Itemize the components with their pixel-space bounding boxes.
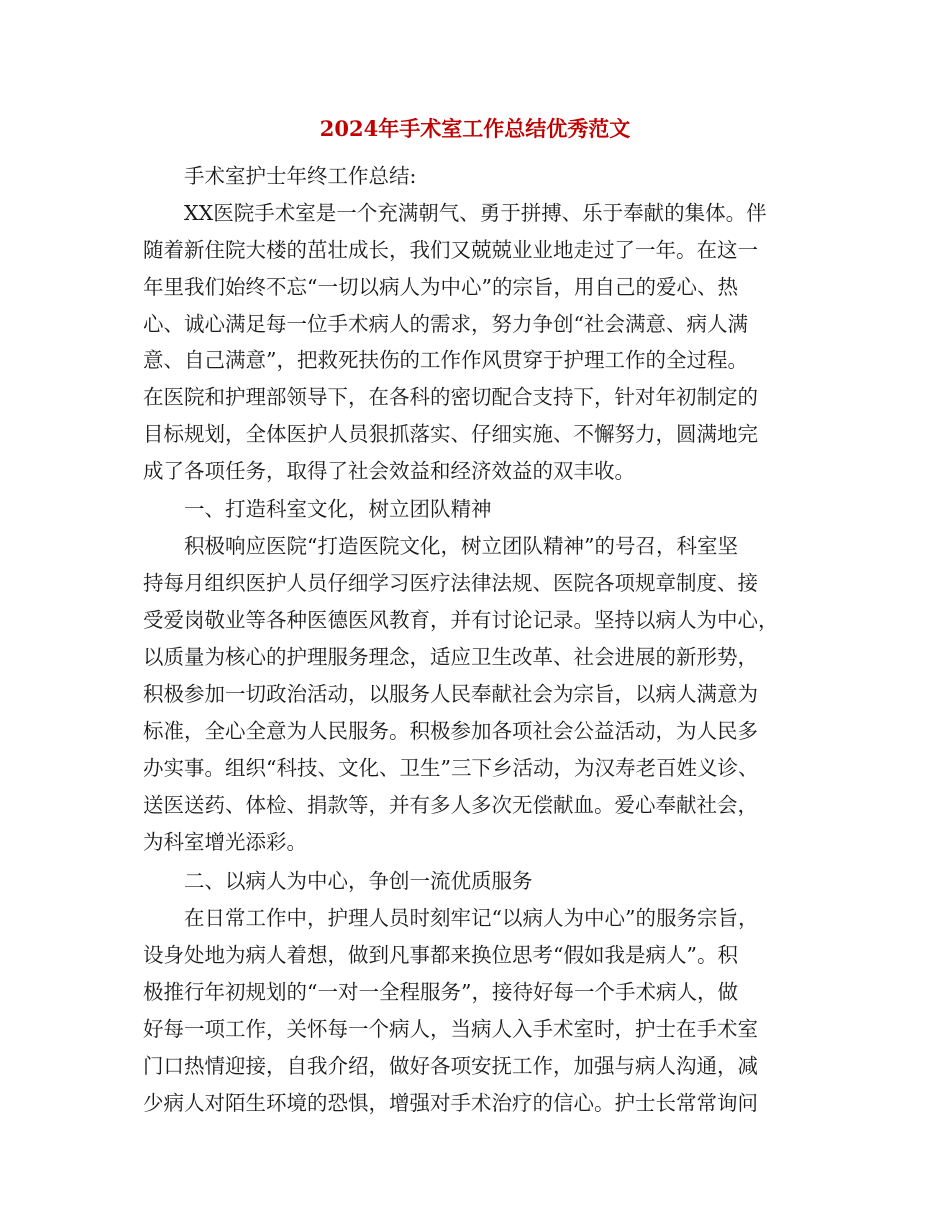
paragraph-line: 受爱岗敬业等各种医德医风教育，并有讨论记录。坚持以病人为中心， bbox=[143, 608, 779, 632]
paragraph-line: 年里我们始终不忘“一切以病人为中心”的宗旨，用自己的爱心、热 bbox=[143, 275, 738, 299]
section-heading: 二、以病人为中心，争创一流优质服务 bbox=[184, 869, 533, 893]
paragraph-line: 门口热情迎接，自我介绍，做好各项安抚工作，加强与病人沟通，减 bbox=[143, 1054, 758, 1078]
paragraph-line: 极推行年初规划的“一对一全程服务”，接待好每一个手术病人，做 bbox=[143, 980, 738, 1004]
paragraph-line: 积极参加一切政治活动，以服务人民奉献社会为宗旨，以病人满意为 bbox=[143, 682, 758, 706]
paragraph-line: 设身处地为病人着想，做到凡事都来换位思考“假如我是病人”。积 bbox=[143, 943, 738, 967]
paragraph-line: 成了各项任务，取得了社会效益和经济效益的双丰收。 bbox=[143, 459, 635, 483]
paragraph-line: 目标规划，全体医护人员狠抓落实、仔细实施、不懈努力，圆满地完 bbox=[143, 422, 758, 446]
paragraph-line: 积极响应医院“打造医院文化，树立团队精神”的号召，科室坚 bbox=[184, 534, 738, 558]
paragraph-line: 好每一项工作，关怀每一个病人，当病人入手术室时，护士在手术室 bbox=[143, 1017, 758, 1041]
paragraph-line: XX医院手术室是一个充满朝气、勇于拼搏、乐于奉献的集体。伴 bbox=[184, 201, 767, 225]
paragraph-line: 以质量为核心的护理服务理念，适应卫生改革、社会进展的新形势， bbox=[143, 645, 758, 669]
paragraph-line: 在日常工作中，护理人员时刻牢记“以病人为中心”的服务宗旨， bbox=[184, 906, 759, 930]
paragraph-line: 办实事。组织“科技、文化、卫生”三下乡活动，为汉寿老百姓义诊、 bbox=[143, 756, 759, 780]
paragraph-line: 随着新住院大楼的茁壮成长，我们又兢兢业业地走过了一年。在这一 bbox=[143, 238, 758, 262]
paragraph-line: 意、自己满意”，把救死扶伤的工作作风贯穿于护理工作的全过程。 bbox=[143, 348, 748, 372]
paragraph-line: 心、诚心满足每一位手术病人的需求，努力争创“社会满意、病人满 bbox=[143, 312, 748, 336]
paragraph-line: 标准，全心全意为人民服务。积极参加各项社会公益活动，为人民多 bbox=[143, 719, 758, 743]
paragraph-line: 为科室增光添彩。 bbox=[143, 830, 307, 854]
paragraph-line: 持每月组织医护人员仔细学习医疗法律法规、医院各项规章制度、接 bbox=[143, 571, 758, 595]
section-heading: 一、打造科室文化，树立团队精神 bbox=[184, 497, 492, 521]
section-intro-heading: 手术室护士年终工作总结: bbox=[184, 164, 417, 188]
paragraph-line: 少病人对陌生环境的恐惧，增强对手术治疗的信心。护士长常常询问 bbox=[143, 1091, 758, 1115]
paragraph-line: 送医送药、体检、捐款等，并有多人多次无偿献血。爱心奉献社会， bbox=[143, 793, 758, 817]
paragraph-line: 在医院和护理部领导下，在各科的密切配合支持下，针对年初制定的 bbox=[143, 385, 758, 409]
document-title: 2024年手术室工作总结优秀范文 bbox=[319, 116, 631, 141]
